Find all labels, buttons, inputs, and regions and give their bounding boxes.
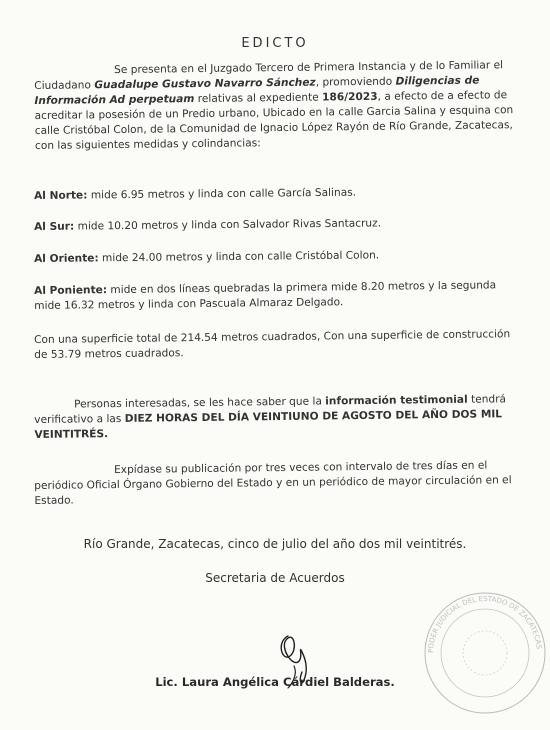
intro-text-2: , promoviendo xyxy=(315,75,396,89)
personas-paragraph xyxy=(34,392,525,443)
personas-text-1: Personas interesadas, se les hace saber que la xyxy=(74,395,326,411)
official-seal-icon xyxy=(420,588,550,718)
expidase-paragraph xyxy=(34,458,525,509)
oriente-label: Al Oriente: xyxy=(34,252,99,265)
lugar-fecha: Río Grande, Zacatecas, cinco de julio del año dos mil veintitrés. xyxy=(83,537,467,551)
intro-text-4: , a efecto de a efecto de acreditar la posesión de un Predio urbano, Ubicado en la calle Garcia Salina y esquina con calle Cristóbal Colon, de la Comunidad de Ignacio López Rayón de Río Grande, Zacatecas, con las siguientes medidas y colindancias: xyxy=(34,89,514,152)
firmante-name: Lic. Laura Angélica Cárdiel Balderas. xyxy=(155,675,395,689)
norte-text: mide 6.95 metros y linda con calle García Salinas. xyxy=(87,186,357,202)
sur-label: Al Sur: xyxy=(34,220,75,233)
colindancia-poniente xyxy=(34,278,524,314)
expediente-number: 186/2023 xyxy=(322,90,378,104)
personas-text-2: tendrá verificativo a las xyxy=(34,393,507,426)
indent xyxy=(34,473,114,474)
colindancia-oriente xyxy=(34,247,534,267)
document-title: EDICTO xyxy=(241,36,309,51)
poniente-text: mide en dos líneas quebradas la primera mide 8.20 metros y la segunda mide 16.32 metros y linda con Pascuala Almaraz Delgado. xyxy=(34,279,497,312)
svg-text:PODER JUDICIAL DEL ESTADO DE Z xyxy=(427,595,543,653)
secretaria-title: Secretaria de Acuerdos xyxy=(205,571,345,585)
intro-text-3: relativas al expediente xyxy=(194,91,323,106)
intro-text-1: Se presenta en el Juzgado Tercero de Primera Instancia y de lo Familiar el Ciudadano xyxy=(34,59,504,92)
promovente-name: Guadalupe Gustavo Navarro Sánchez xyxy=(94,76,316,92)
expidase-text: Expídase su publicación por tres veces con intervalo de tres días en el periódico Oficial Órgano Gobierno del Estado y en un periódico de mayor circulación en el Estado. xyxy=(34,459,512,507)
poniente-label: Al Poniente: xyxy=(34,284,108,297)
seal-text: PODER JUDICIAL DEL ESTADO DE ZACATECAS xyxy=(426,594,543,654)
sur-text: mide 10.20 metros y linda con Salvador Rivas Santacruz. xyxy=(74,217,382,233)
indent xyxy=(34,73,114,74)
norte-label: Al Norte: xyxy=(34,189,88,202)
oriente-text: mide 24.00 metros y linda con calle Cristóbal Colon. xyxy=(98,249,380,265)
superficie-paragraph: Con una superficie total de 214.54 metros cuadrados, Con una superficie de construcción de 53.79 metros cuadrados. xyxy=(34,328,511,361)
diligencias-title: Diligencias de Información Ad perpetuam xyxy=(34,74,480,107)
informacion-testimonial: información testimonial xyxy=(325,393,468,408)
fecha-audiencia: DIEZ HORAS DEL DÍA VEINTIUNO DE AGOSTO DEL AÑO DOS MIL VEINTITRÉS. xyxy=(34,408,503,441)
colindancia-norte xyxy=(34,184,534,204)
intro-paragraph xyxy=(34,58,525,154)
colindancia-sur xyxy=(34,215,534,235)
